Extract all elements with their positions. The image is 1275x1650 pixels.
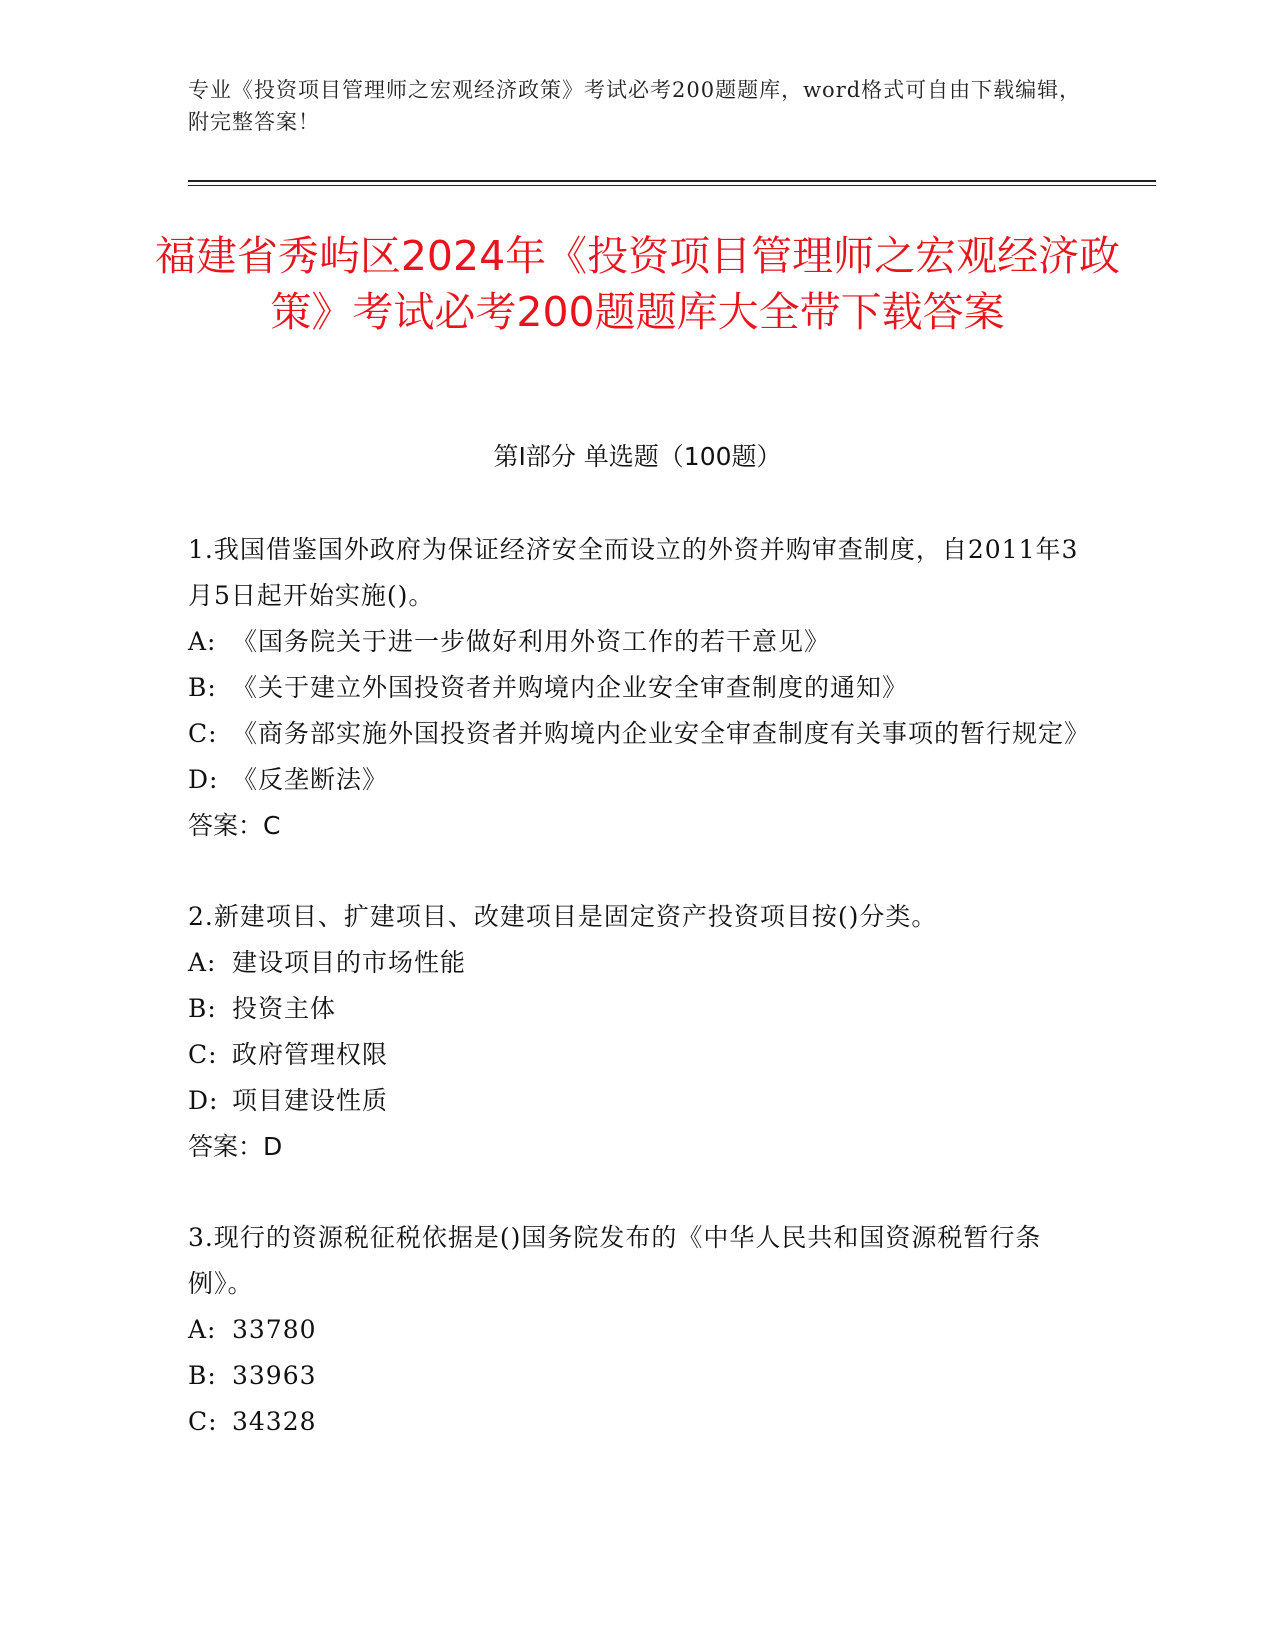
option-key: C: bbox=[188, 719, 218, 748]
section-heading: 第Ⅰ部分 单选题（100题） bbox=[493, 442, 782, 471]
question-1 bbox=[188, 527, 1091, 849]
option-text: 33963 bbox=[232, 1361, 317, 1390]
option-text: 项目建设性质 bbox=[232, 1086, 389, 1115]
option-c bbox=[188, 711, 1091, 757]
option-a bbox=[188, 940, 1088, 986]
question-stem: 1.我国借鉴国外政府为保证经济安全而设立的外资并购审查制度，自2011年3月5日起开始实施()。 bbox=[188, 535, 1079, 610]
header-note: 专业《投资项目管理师之宏观经济政策》考试必考200题题库，word格式可自由下载编辑，附完整答案！ bbox=[188, 78, 1082, 134]
option-key: A: bbox=[188, 1315, 217, 1344]
option-d bbox=[188, 1078, 1088, 1124]
option-key: B: bbox=[188, 1361, 217, 1390]
option-text: 33780 bbox=[232, 1315, 317, 1344]
option-text: 《反垄断法》 bbox=[232, 765, 389, 794]
option-d bbox=[188, 757, 1088, 803]
option-a bbox=[188, 619, 1088, 665]
question-stem: 3.现行的资源税征税依据是()国务院发布的《中华人民共和国资源税暂行条例》。 bbox=[188, 1223, 1042, 1298]
answer-line: 答案：D bbox=[188, 1132, 283, 1161]
option-text: 《商务部实施外国投资者并购境内企业安全审查制度有关事项的暂行规定》 bbox=[232, 719, 1091, 748]
option-key: D: bbox=[188, 1086, 219, 1115]
option-text: 《国务院关于进一步做好利用外资工作的若干意见》 bbox=[232, 627, 831, 656]
option-b bbox=[188, 986, 1088, 1032]
option-b bbox=[188, 665, 1088, 711]
option-key: A: bbox=[188, 627, 217, 656]
option-text: 投资主体 bbox=[232, 994, 337, 1023]
option-a bbox=[188, 1307, 1088, 1353]
option-key: A: bbox=[188, 948, 217, 977]
option-c bbox=[188, 1399, 1088, 1445]
option-text: 《关于建立外国投资者并购境内企业安全审查制度的通知》 bbox=[232, 673, 909, 702]
question-list bbox=[188, 527, 1091, 1490]
header-divider-thick bbox=[188, 180, 1156, 182]
option-c bbox=[188, 1032, 1088, 1078]
question-2 bbox=[188, 894, 1088, 1170]
option-text: 建设项目的市场性能 bbox=[232, 948, 467, 977]
option-key: D: bbox=[188, 765, 219, 794]
answer-line: 答案：C bbox=[188, 811, 281, 840]
header-divider-thin bbox=[188, 185, 1156, 186]
option-b bbox=[188, 1353, 1088, 1399]
option-key: B: bbox=[188, 673, 217, 702]
option-key: C: bbox=[188, 1407, 218, 1436]
option-text: 政府管理权限 bbox=[232, 1040, 389, 1069]
question-3 bbox=[188, 1215, 1088, 1445]
question-stem: 2.新建项目、扩建项目、改建项目是固定资产投资项目按()分类。 bbox=[188, 902, 938, 931]
document-title: 福建省秀屿区2024年《投资项目管理师之宏观经济政策》考试必考200题题库大全带下载答案 bbox=[154, 232, 1121, 336]
option-key: C: bbox=[188, 1040, 218, 1069]
option-text: 34328 bbox=[232, 1407, 317, 1436]
option-key: B: bbox=[188, 994, 217, 1023]
